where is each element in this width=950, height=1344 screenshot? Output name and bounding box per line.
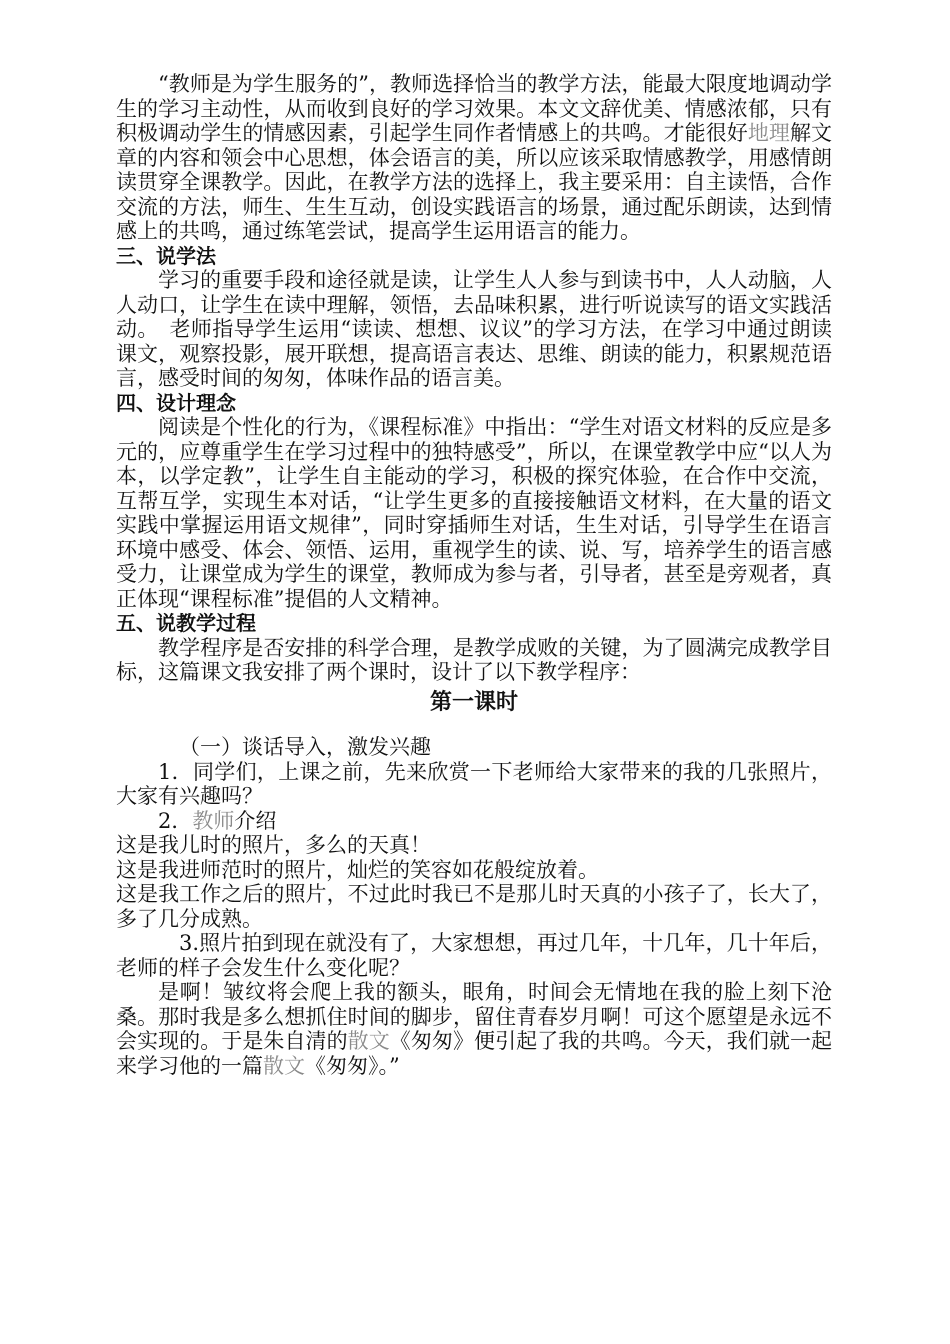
section-heading-teaching-process: 五、说教学过程 (116, 611, 256, 635)
step-title: （一）谈话导入，激发兴趣 (179, 735, 431, 759)
step-item-2 (116, 809, 832, 834)
text-segment: 介绍 (234, 808, 277, 833)
teaching-method-paragraph (116, 72, 832, 244)
lesson-title: 第一课时 (429, 689, 518, 715)
photo-caption-3: 这是我工作之后的照片，不过此时我已不是那儿时天真的小孩子了，长大了，多了几分成熟。 (116, 882, 832, 931)
text-segment: 《匆匆》便引起了我的共鸣。今天，我们就一起来学习他的一篇 (116, 1029, 833, 1078)
closing-paragraph (116, 980, 832, 1078)
keyword-link-prose[interactable]: 散文 (263, 1053, 305, 1078)
keyword-link-teacher[interactable]: 教师 (192, 808, 235, 833)
design-concept-paragraph: 阅读是个性化的行为，《课程标准》中指出：“学生对语文材料的反应是多元的，应尊重学生在学习过程中的独特感受”，所以，在课堂教学中应“以人为本，以学定教”，让学生自主能动的学习，积极的探究体验，在合作中交流，互帮互学，实现生本对话，“让学生更多的直接接触语文材料，在大量的语文实践中掌握运用语文规律”，同时穿插师生对话，生生对话，引导学生在语言环境中感受、体会、领悟、运用，重视学生的读、说、写，培养学生的语言感受力，让课堂成为学生的课堂，教师成为参与者，引导者，甚至是旁观者，真正体现“课程标准”提倡的人文精神。 (116, 415, 832, 611)
section-heading-design-concept: 四、设计理念 (116, 390, 236, 415)
step-item-number: 2． (158, 808, 193, 833)
text-segment: 解文章的内容和领会中心思想，体会语言的美，所以应该采取情感教学，用感情朗读贯穿全课教学。因此，在教学方法的选择上，我主要采用：自主读悟，合作交流的方法，师生、生生互动，创设实践语言的场景，通过配乐朗读，达到情感上的共鸣，通过练笔尝试，提高学生运用语言的能力。 (116, 121, 833, 243)
step-item-1: 1．同学们，上课之前，先来欣赏一下老师给大家带来的我的几张照片，大家有兴趣吗？ (116, 759, 832, 808)
keyword-link-prose[interactable]: 散文 (347, 1029, 390, 1053)
section-heading-learning-method: 三、说学法 (116, 243, 216, 268)
text-segment: 是啊！皱纹将会爬上我的额头，眼角，时间会无情地在我的脸上刻下沧桑。那时我是多么想抓住时间的脚步，留住青春岁月啊！可这个愿望是永远不会实现的。于是朱自清的 (116, 980, 832, 1053)
teaching-process-paragraph: 教学程序是否安排的科学合理，是教学成败的关键，为了圆满完成教学目标，这篇课文我安排了两个课时，设计了以下教学程序： (116, 635, 832, 684)
photo-caption-1: 这是我儿时的照片，多么的天真！ (116, 833, 431, 857)
text-segment: “教师是为学生服务的”，教师选择恰当的教学方法，能最大限度地调动学生的学习主动性，从而收到良好的学习效果。本文文辞优美、情感浓郁，只有积极调动学生的情感因素，引起学生同作者情感上的共鸣。才能很好 (116, 72, 832, 145)
text-segment: 《匆匆》。” (305, 1053, 400, 1078)
photo-caption-2: 这是我进师范时的照片，灿烂的笑容如花般绽放着。 (116, 857, 599, 882)
learning-method-paragraph: 学习的重要手段和途径就是读，让学生人人参与到读书中，人人动脑，人人动口，让学生在读中理解，领悟，去品味积累，进行听说读写的语文实践活动。 老师指导学生运用“读读、想想、议议”的学习方法，在学习中通过朗读课文，观察投影，展开联想，提高语言表达、思维、朗读的能力，积累规范语言，感受时间的匆匆，体味作品的语言美。 (116, 268, 832, 390)
document-page (116, 72, 832, 1078)
keyword-link-dili[interactable]: 地理 (747, 121, 790, 145)
step-item-3: 3.照片拍到现在就没有了，大家想想，再过几年，十几年，几十年后，老师的样子会发生什么变化呢？ (116, 931, 832, 980)
